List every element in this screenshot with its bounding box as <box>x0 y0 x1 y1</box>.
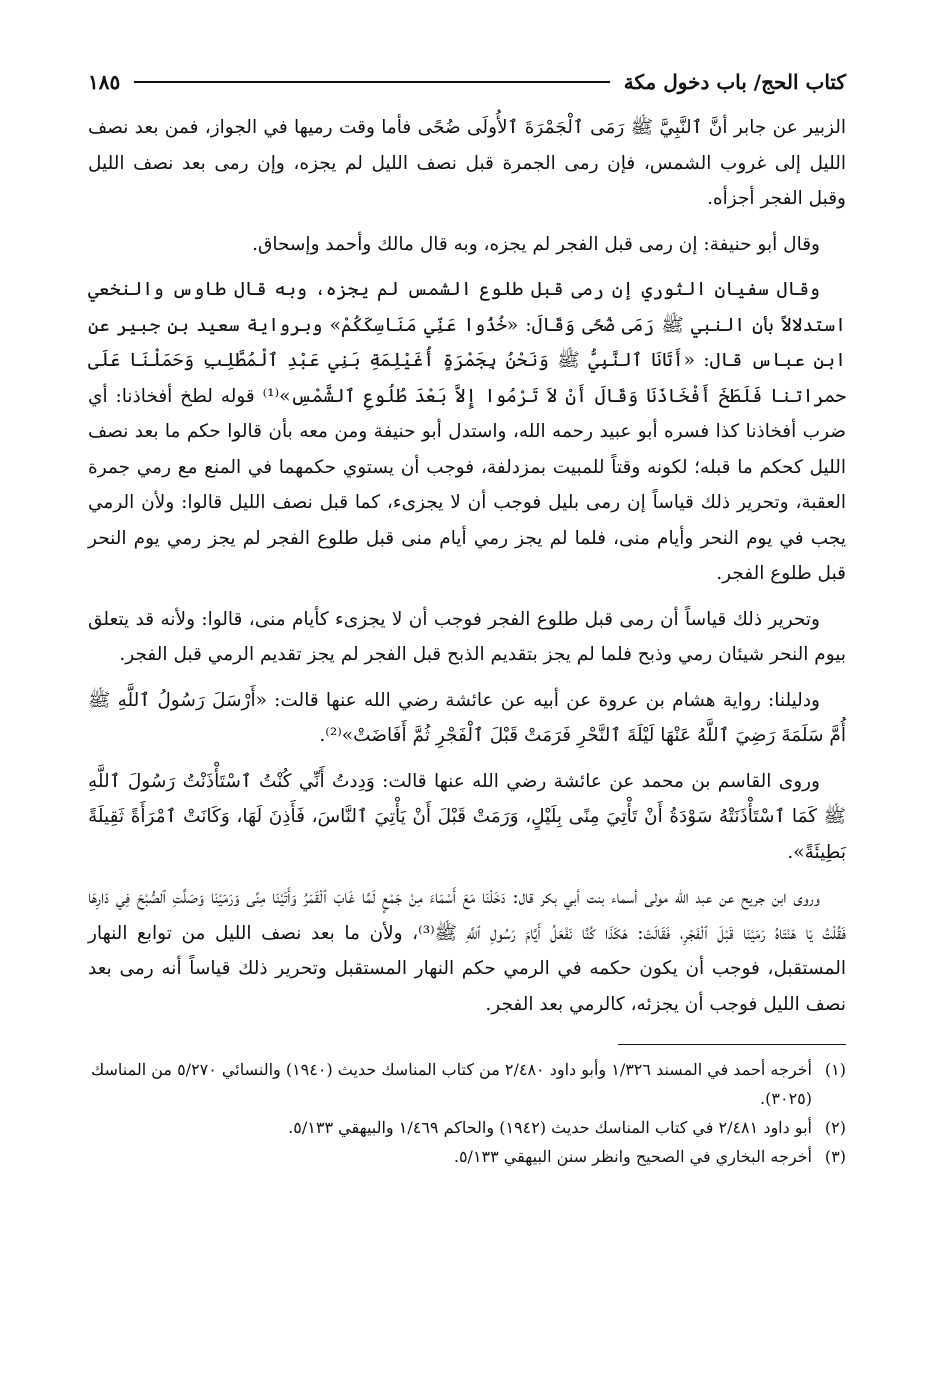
header-rule <box>134 81 610 83</box>
paragraph: وقال أبو حنيفة: إن رمى قبل الفجر لم يجزه، وبه قال مالك وأحمد وإسحاق. <box>252 233 820 255</box>
footnote-number: (٣) <box>824 1147 846 1166</box>
running-header <box>88 60 846 104</box>
footnote-number: (١) <box>824 1060 846 1079</box>
paragraph: وقال سفيان الثوري إن رمى قبل طلوع الشمس لم يجزه، وبه قال طاوس والنخعي استدلالاً بأن النبي ﷺ رَمَى ضُحًى وَقَالَ: «خُذُوا عَنِّي مَنَاسِكَكُمْ» وبرواية سعيد بن جبير عن ابن عباس قال: «أَتَانَا ٱلنَّبِيُّ ﷺ وَنَحْنُ بِجَمْرَةٍ أُغَيْلِمَةِ بَنِي عَبْدِ ٱلْمُطَّلِبِ وَحَمَلْنَا عَلَى حمراتنا فَلَطَخَ أَفْخَاذَنَا وَقَالَ أَنْ لاَ تَرْمُوا إِلاَّ بَعْدَ طُلُوعِ ٱلشَّمْسِ»⁽¹⁾ قوله لطخ أفخاذنا: أي ضرب أفخاذنا كذا فسره أبو عبيد رحمه الله، واستدل أبو حنيفة ومن معه بأن قالوا حكم ما بعد نصف الليل كحكم ما قبله؛ لكونه وقتاً للمبيت بمزدلفة، فوجب أن يستوي حكمهما في المنع مع رمي جمرة العقبة، وتحرير ذلك قياساً إن رمى بليل فوجب أن لا يجزىء، كما قبل نصف الليل قالوا: ولأن الرمي يجب في يوم النحر وأيام منى، فلما لم يجز رمي أيام منى قبل طلوع الفجر لم يجز رمي يوم النحر قبل طلوع الفجر. <box>88 279 846 584</box>
footnote-text: أخرجه أحمد في المسند ١/٣٢٦ وأبو داود ٢/٤٨٠ من كتاب المناسك حديث (١٩٤٠) والنسائي ٥/٢٧٠ من المناسك (٣٠٢٥). <box>90 1060 812 1108</box>
footnote <box>88 1113 846 1142</box>
paragraph: الزبير عن جابر أنَّ ٱلنَّبِيَّ ﷺ رَمَى ٱلْجَمْرَةَ ٱلأُولَى ضُحًى فأما وقت رميها في الجواز، فمن بعد نصف الليل إلى غروب الشمس، فإن رمى الجمرة قبل نصف الليل لم يجزه، وإن رمى بعد نصف الليل وقبل الفجر أجزأه. <box>88 117 846 209</box>
footnote-rule <box>618 1044 846 1045</box>
paragraph: ودليلنا: رواية هشام بن عروة عن أبيه عن عائشة رضي الله عنها قالت: «أَرْسَلَ رَسُولُ ٱللَّهِ ﷺ أُمَّ سَلَمَةَ رَضِيَ ٱللَّهُ عَنْهَا لَيْلَةَ ٱلنَّحْرِ فَرَمَتْ قَبْلَ ٱلْفَجْرِ ثُمَّ أَفَاضَتْ»⁽²⁾. <box>88 689 846 746</box>
footnote <box>88 1142 846 1171</box>
footnote-text: أبو داود ٢/٤٨١ في كتاب المناسك حديث (١٩٤٢) والحاكم ١/٤٦٩ والبيهقي ٥/١٣٣. <box>288 1118 812 1137</box>
chapter-title: كتاب الحج/ باب دخول مكة <box>623 70 846 94</box>
paragraph: وتحرير ذلك قياساً أن رمى قبل طلوع الفجر فوجب أن لا يجزىء كأيام منى، قالوا: ولأنه قد يتعلق بيوم النحر شيئان رمي وذبح فلما لم يجز بتقديم الذبح قبل الفجر لم يجز تقديم الرمي قبل الفجر. <box>88 608 846 665</box>
page-number: ١٨٥ <box>88 70 121 94</box>
paragraph: وروى القاسم بن محمد عن عائشة رضي الله عنها قالت: وَدِدتُ أَنِّي كُنْتُ ٱسْتَأْذَنْتُ رَسُولَ ٱللَّهِ ﷺ كَمَا ٱسْتَأْذَنَتْهُ سَوْدَةُ أَنْ تَأْتِيَ مِنًى بِلَيْلٍ، وَرَمَتْ قَبْلَ أَنْ يَأْتِيَ ٱلنَّاسَ، فَأَذِنَ لَهَا، وَكَانَتْ ٱمْرَأَةً ثَقِيلَةً بَطِيئَةً». <box>88 770 846 863</box>
book-page <box>88 60 846 1340</box>
footnote <box>88 1055 846 1113</box>
main-text <box>88 110 846 1022</box>
footnotes <box>88 1055 846 1171</box>
footnote-number: (٢) <box>824 1118 846 1137</box>
paragraph: وروى ابن جريح عن عبد الله مولى أسماء بنت أبي بكر قال: دَخَلْنَا مَعَ أَسْمَاءَ مِنْ جَمْعٍ لَمَّا غَابَ ٱلْقَمَرُ وَأَتَيْنَا مِنًى وَرَمَيْنَا وَصَلَّتِ ٱلصُّبْحَ فِي دَارِهَا فَقُلْتُ يَا هَنْتَاهُ رَمَيْنَا قَبْلَ ٱلْفَجْرِ، فَقَالَتْ: هَكَذَا كُنَّا نَفْعَلُ أَيَّامَ رَسُولِ ٱللَّهِ ﷺ⁽³⁾، ولأن ما بعد نصف الليل من توابع النهار المستقبل، فوجب أن يكون حكمه في الرمي حكم النهار المستقبل وتحرير ذلك قياساً أنه رمى بعد نصف الليل فوجب أن يجزئه، كالرمي بعد الفجر. <box>88 887 846 1015</box>
footnote-text: أخرجه البخاري في الصحيح وانظر سنن البيهقي ٥/١٣٣. <box>453 1147 812 1166</box>
